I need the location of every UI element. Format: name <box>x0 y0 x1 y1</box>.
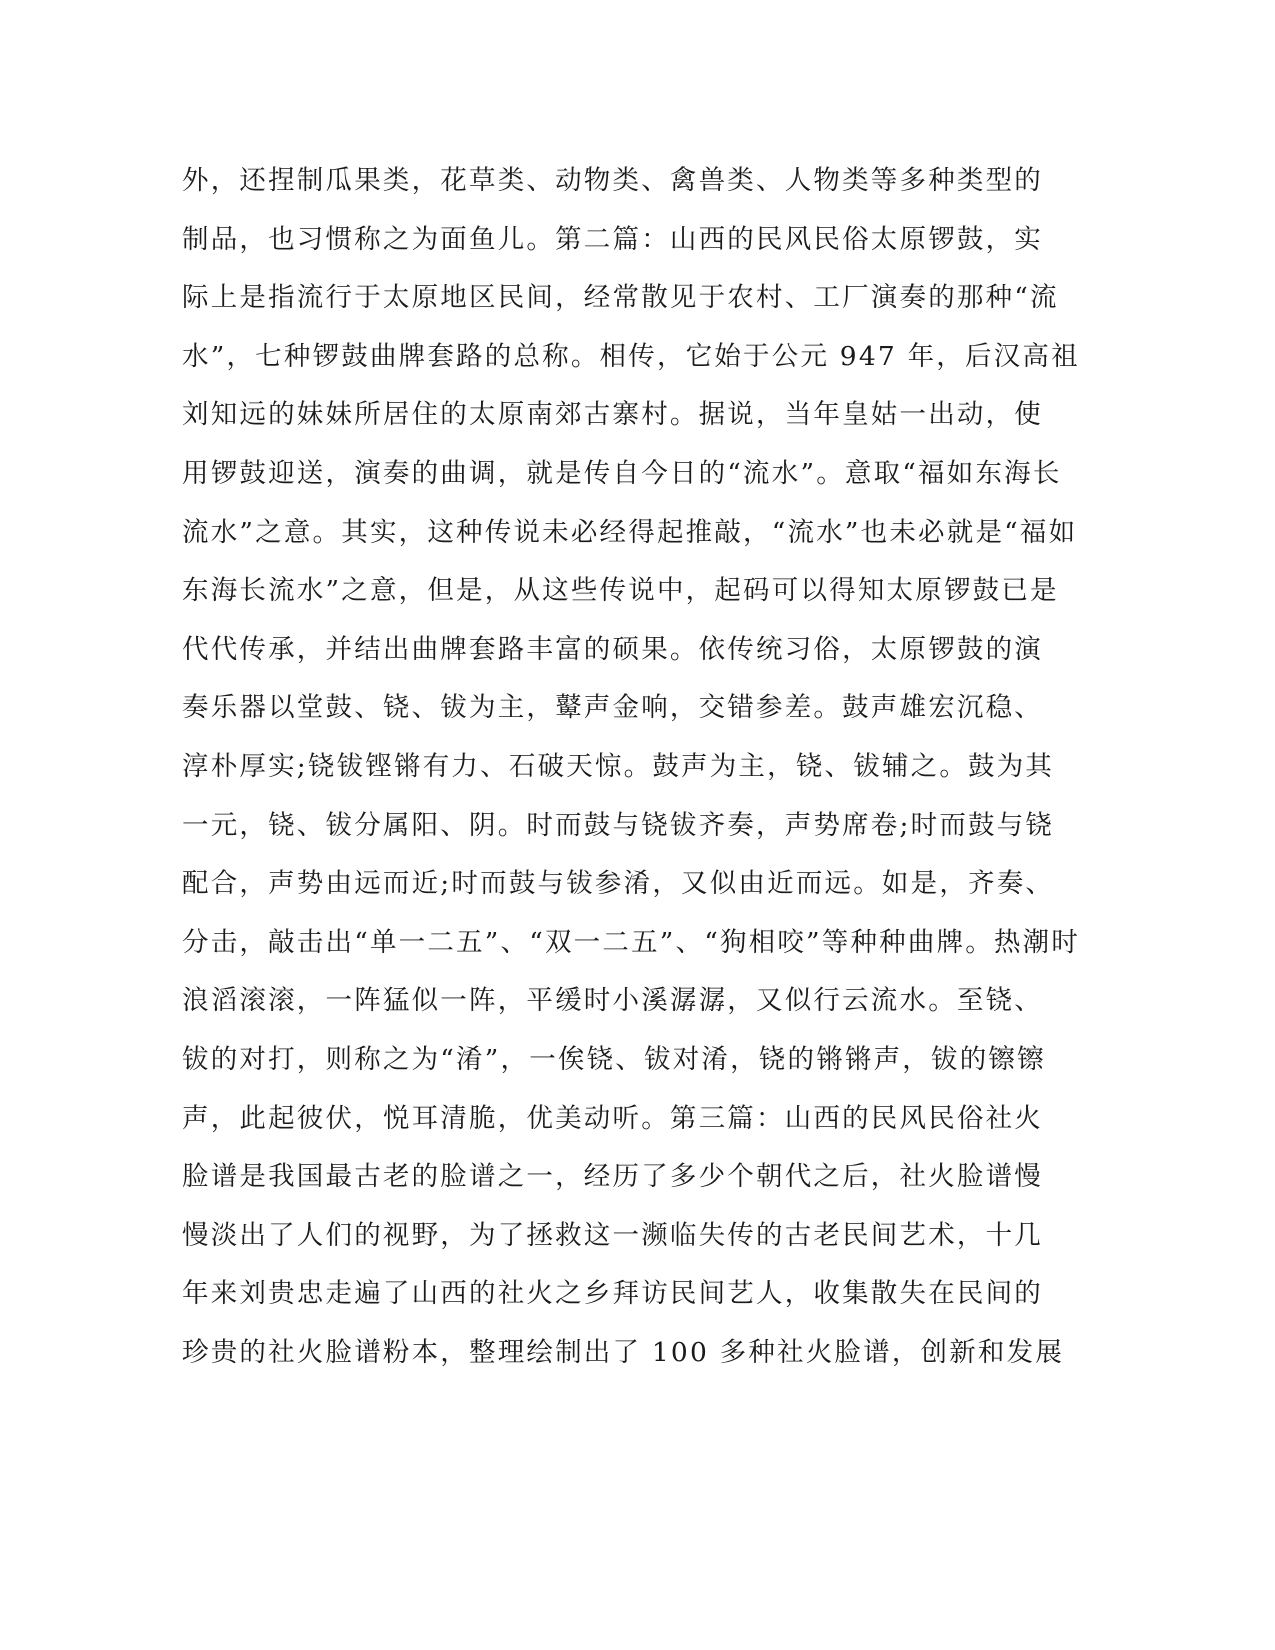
text-line: 际上是指流行于太原地区民间，经常散见于农村、工厂演奏的那种“流 <box>182 282 1059 314</box>
text-line: 淳朴厚实;铙钹铿锵有力、石破天惊。鼓声为主，铙、钹辅之。鼓为其 <box>182 750 1055 782</box>
text-line: 年来刘贵忠走遍了山西的社火之乡拜访民间艺人，收集散失在民间的 <box>182 1278 1043 1310</box>
text-line: 奏乐器以堂鼓、铙、钹为主，鼙声金响，交错参差。鼓声雄宏沉稳、 <box>182 692 1043 724</box>
text-line: 代代传承，并结出曲牌套路丰富的硕果。依传统习俗，太原锣鼓的演 <box>182 633 1043 665</box>
text-line: 用锣鼓迎送，演奏的曲调，就是传自今日的“流水”。意取“福如东海长 <box>182 457 1062 489</box>
text-line: 外，还捏制瓜果类，花草类、动物类、禽兽类、人物类等多种类型的 <box>182 165 1043 196</box>
text-line: 慢淡出了人们的视野，为了拯救这一濒临失传的古老民间艺术，十几 <box>182 1219 1043 1251</box>
text-line: 浪滔滚滚，一阵猛似一阵，平缓时小溪潺潺，又似行云流水。至铙、 <box>182 985 1043 1017</box>
text-line: 水”，七种锣鼓曲牌套路的总称。相传，它始于公元 947 年，后汉高祖 <box>182 340 1080 372</box>
text-line: 刘知远的妹妹所居住的太原南郊古寨村。据说，当年皇姑一出动，使 <box>182 399 1043 431</box>
text-line: 一元，铙、钹分属阳、阴。时而鼓与铙钹齐奏，声势席卷;时而鼓与铙 <box>182 809 1055 841</box>
text-line: 配合，声势由远而近;时而鼓与钹参淆，又似由近而远。如是，齐奏、 <box>182 868 1055 900</box>
text-line: 钹的对打，则称之为“淆”，一俟铙、钹对淆，铙的锵锵声，钹的镲镲 <box>182 1043 1046 1075</box>
text-line: 分击，敲击出“单一二五”、“双一二五”、“狗相咬”等种种曲牌。热潮时 <box>182 926 1081 958</box>
text-line: 东海长流水”之意，但是，从这些传说中，起码可以得知太原锣鼓已是 <box>182 575 1059 607</box>
text-line: 脸谱是我国最古老的脸谱之一，经历了多少个朝代之后，社火脸谱慢 <box>182 1161 1043 1193</box>
text-line: 珍贵的社火脸谱粉本，整理绘制出了 100 多种社火脸谱，创新和发展 <box>182 1336 1065 1368</box>
text-line: 制品，也习惯称之为面鱼儿。第二篇：山西的民风民俗太原锣鼓，实 <box>182 223 1043 255</box>
body-text <box>182 161 1081 1391</box>
text-line: 声，此起彼伏，悦耳清脆，优美动听。第三篇：山西的民风民俗社火 <box>182 1102 1043 1134</box>
text-line: 流水”之意。其实，这种传说未必经得起推敲，“流水”也未必就是“福如 <box>182 516 1078 548</box>
